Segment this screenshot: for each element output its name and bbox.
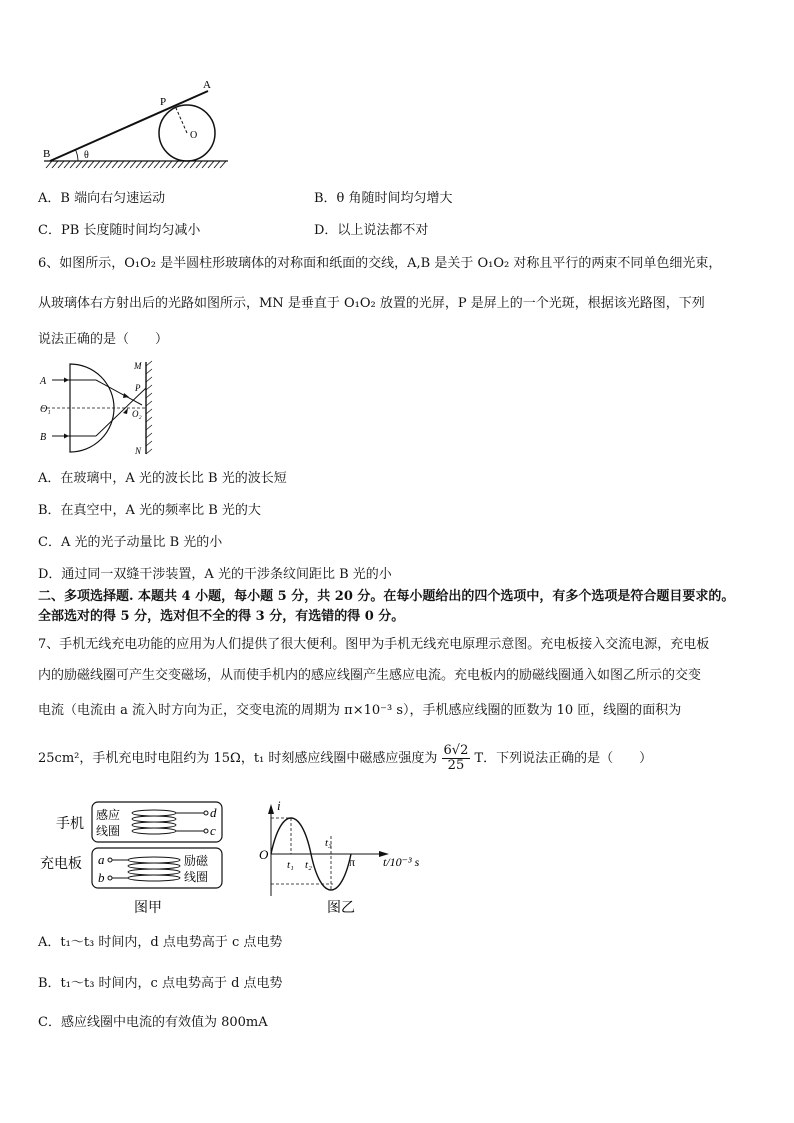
q7-option-c: C．感应线圈中电流的有效值为 800mA [38, 1015, 268, 1030]
q6-option-a: A．在玻璃中，A 光的波长比 B 光的波长短 [38, 471, 287, 486]
q7-tick-t2: t₂ [305, 859, 312, 871]
q7-exc-coil-1: 励磁 [184, 854, 209, 868]
q6-stem-line-2: 从玻璃体右方射出后的光路如图所示，MN 是垂直于 O₁O₂ 放置的光屏，P 是屏上的一个光斑，根据该光路图，下列 [38, 296, 705, 311]
q7-stem-line-1: 7、手机无线充电功能的应用为人们提供了很大便利。图甲为手机无线充电原理示意图。充电板接入交流电源，充电板 [38, 637, 710, 652]
q6-label-m: M [134, 361, 142, 371]
q6-figure [38, 358, 158, 458]
q7-b-denominator: 25 [447, 758, 465, 773]
q7-ind-coil-1: 感应 [96, 808, 121, 822]
q5-option-b: B．θ 角随时间均匀增大 [314, 191, 453, 206]
q6-option-b: B．在真空中，A 光的频率比 B 光的大 [38, 503, 261, 518]
q7-stem-line-3: 电流（电流由 a 流入时方向为正，交变电流的周期为 π×10⁻³ s），手机感应线圈的匝数为 10 匝，线圈的面积为 [38, 703, 682, 718]
q7-terminal-b: b [98, 870, 105, 885]
q7-label-phone: 手机 [56, 817, 84, 832]
q7-caption-yi: 图乙 [327, 901, 355, 916]
q7-exc-coil-2: 线圈 [184, 870, 209, 884]
q6-label-b: B [40, 432, 47, 443]
q5-label-a: A [203, 79, 211, 91]
q5-option-c: C．PB 长度随时间均匀减小 [38, 223, 201, 238]
q6-stem-line-1: 6、如图所示，O₁O₂ 是半圆柱形玻璃体的对称面和纸面的交线，A,B 是关于 O₁O₂ 对称且平行的两束不同单色细光束， [38, 256, 722, 271]
q7-stem-line-4-pre: 25cm²，手机充电时电阻约为 15Ω，t₁ 时刻感应线圈中磁感应强度为 [38, 751, 438, 766]
q6-label-n: N [135, 446, 142, 456]
q5-label-p: P [160, 96, 167, 108]
q5-label-o: O [190, 130, 198, 141]
q6-label-o2: O₂ [132, 409, 142, 419]
q7-option-b: B．t₁～t₃ 时间内，c 点电势高于 d 点电势 [38, 976, 283, 991]
q7-label-board: 充电板 [40, 857, 82, 872]
q5-figure [38, 78, 238, 174]
q7-figure-yi [255, 796, 455, 918]
q7-axis-i: i [277, 798, 281, 813]
q6-label-a: A [40, 376, 47, 387]
q7-stem-line-4 [38, 744, 652, 773]
section-2-line-1: 二、多项选择题. 本题共 4 小题，每小题 5 分，共 20 分。在每小题给出的四个选项中，有多个选项是符合题目要求的。 [38, 589, 735, 604]
q7-tick-pi: π [349, 855, 356, 869]
q6-label-p: P [135, 383, 141, 393]
q7-ind-coil-2: 线圈 [96, 824, 121, 838]
q7-b-numerator: 6√2 [443, 743, 469, 758]
q6-stem-line-3: 说法正确的是（ ） [38, 332, 169, 347]
q5-option-a: A．B 端向右匀速运动 [38, 191, 166, 206]
q7-axis-t: t/10⁻³ s [383, 855, 420, 869]
q7-stem-line-4-post: T．下列说法正确的是（ ） [474, 751, 653, 766]
q7-caption-jia: 图甲 [134, 901, 162, 916]
q7-terminal-a: a [98, 852, 105, 867]
q7-tick-t1: t₁ [287, 859, 294, 871]
q7-origin: O [259, 847, 269, 862]
q7-tick-t3: t₃ [325, 837, 332, 849]
q7-stem-line-2: 内的励磁线圈可产生交变磁场，从而使手机内的感应线圈产生感应电流。充电板内的励磁线圈通入如图乙所示的交变 [38, 668, 702, 683]
q7-option-a: A．t₁～t₃ 时间内，d 点电势高于 c 点电势 [38, 935, 283, 950]
section-2-line-2: 全部选对的得 5 分，选对但不全的得 3 分，有选错的得 0 分。 [38, 609, 405, 624]
q7-terminal-d: d [210, 805, 217, 820]
q6-option-d: D．通过同一双缝干涉装置，A 光的干涉条纹间距比 B 光的小 [38, 567, 392, 582]
q5-option-d: D．以上说法都不对 [314, 223, 429, 238]
q7-figure-jia [38, 798, 238, 918]
q6-label-o1: O₁ [40, 404, 51, 415]
q5-label-theta: θ [84, 150, 89, 161]
q7-b-fraction [442, 744, 471, 773]
q7-terminal-c: c [210, 823, 216, 838]
q5-label-b: B [43, 148, 51, 160]
q6-option-c: C．A 光的光子动量比 B 光的小 [38, 535, 223, 550]
